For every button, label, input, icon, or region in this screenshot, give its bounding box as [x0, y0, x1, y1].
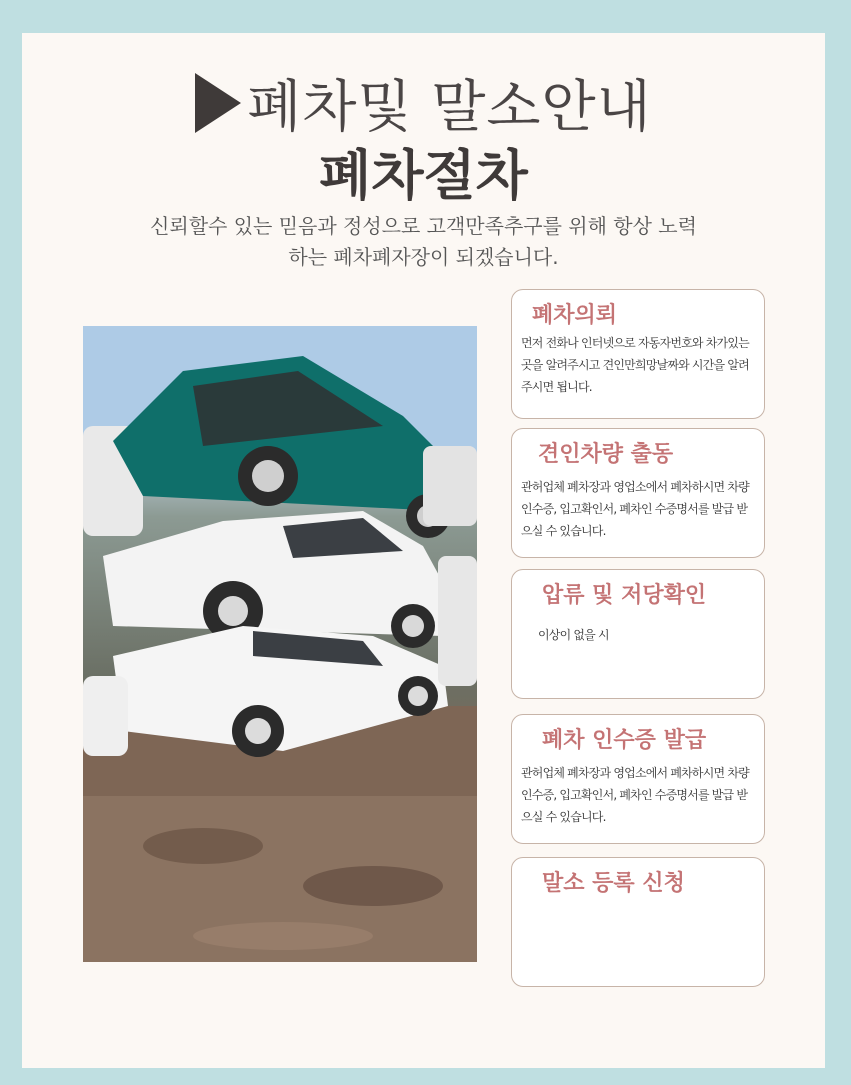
description-line-1: 신뢰할수 있는 믿음과 정성으로 고객만족추구를 위해 항상 노력: [150, 214, 697, 238]
step-card-5: [511, 857, 765, 987]
step-card-4: [511, 714, 765, 844]
step-card-1: [511, 289, 765, 419]
junkyard-cars-illustration: [83, 326, 477, 962]
step-card-3: [511, 569, 765, 699]
step-body: 관허업체 폐차장과 영업소에서 폐차하시면 차량인수증, 입고확인서, 폐차인 수증명서를 발급 받으실 수 있습니다.: [521, 480, 749, 538]
description-line-2: 하는 폐차폐자장이 되겠습니다.: [288, 245, 559, 269]
page-title: 폐차및 말소안내: [247, 75, 652, 140]
content-panel: [22, 33, 825, 1068]
title-row: [22, 68, 825, 138]
step-title: 견인차량 출동: [538, 442, 674, 467]
step-title: 폐차의뢰: [532, 303, 618, 328]
step-title: 압류 및 저당확인: [542, 583, 707, 608]
step-body: 이상이 없을 시: [538, 628, 609, 642]
stacked-cars-photo: [83, 326, 477, 962]
page-subtitle: 폐차절차: [319, 144, 528, 207]
step-title: 폐차 인수증 발급: [542, 728, 707, 753]
step-body: 먼저 전화나 인터넷으로 자동자번호와 차가있는 곳을 알려주시고 견인만희망날짜와 시간을 알려주시면 됩니다.: [521, 336, 749, 394]
step-title: 말소 등록 신청: [542, 871, 685, 896]
step-card-2: [511, 428, 765, 558]
play-triangle-icon: [195, 73, 241, 133]
step-body: 관허업체 폐차장과 영업소에서 폐차하시면 차량인수증, 입고확인서, 폐차인 수증명서를 발급 받으실 수 있습니다.: [521, 766, 749, 824]
page-description: [142, 211, 705, 273]
